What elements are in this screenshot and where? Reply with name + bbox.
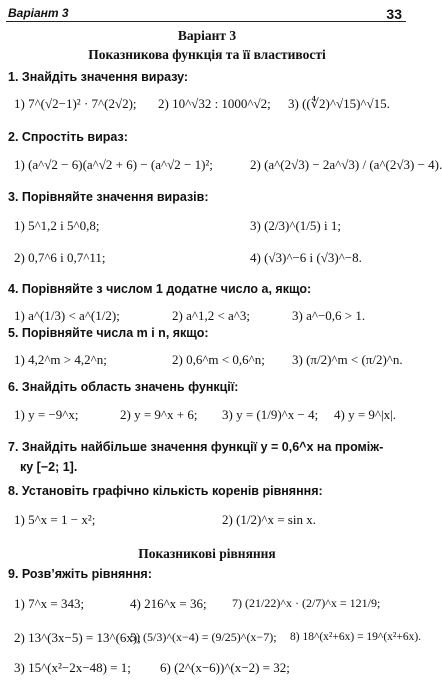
q9-item-5: 5) (5/3)^(x−4) = (9/25)^(x−7); [130,630,277,644]
q9-item-6: 6) (2^(x−6))^(x−2) = 32; [160,660,290,675]
q8-text: 8. Установіть графічно кількість коренів рівняння: [8,484,323,498]
q5-text: 5. Порівняйте числа m і n, якщо: [8,326,209,340]
q8-item-1: 1) 5^x = 1 − x²; [14,512,96,527]
q1-text: 1. Знайдіть значення виразу: [8,70,189,84]
q9-item-7: 7) (21/22)^x · (2/7)^x = 121/9; [232,596,381,610]
q2-item-2: 2) (a^(2√3) − 2a^√3) / (a^(2√3) − 4). [250,157,442,172]
q3-text: 3. Порівняйте значення виразів: [8,190,209,204]
q5-item-2: 2) 0,6^m < 0,6^n; [172,352,265,367]
q5-item-3: 3) (π/2)^m < (π/2)^n. [292,352,403,367]
q6-text: 6. Знайдіть область значень функції: [8,380,239,394]
q9-item-8: 8) 18^(x²+6x) = 19^(x²+6x). [290,631,422,643]
section-title-1: Показникова функція та її властивості [88,47,326,62]
q4-item-1: 1) a^(1/3) < a^(1/2); [14,308,120,323]
q9-text: 9. Розв’яжіть рівняння: [8,567,152,581]
q3-item-2: 2) 0,7^6 і 0,7^11; [14,250,106,265]
q6-item-3: 3) y = (1/9)^x − 4; [222,407,319,422]
q6-item-4: 4) y = 9^|x|. [334,407,396,422]
q3-item-3: 3) (2/3)^(1/5) і 1; [250,218,341,233]
q9-item-1: 1) 7^x = 343; [14,596,85,611]
q6-item-1: 1) y = −9^x; [14,407,79,422]
q2-item-1: 1) (a^√2 − 6)(a^√2 + 6) − (a^√2 − 1)²; [14,157,213,172]
q1-item-3: 3) ((∜2)^√15)^√15. [288,96,390,111]
q6-item-2: 2) y = 9^x + 6; [120,407,198,422]
header-rule [6,21,406,22]
q8-item-2: 2) (1/2)^x = sin x. [222,512,316,527]
q9-item-2: 2) 13^(3x−5) = 13^(6x); [14,630,141,645]
q1-item-1: 1) 7^(√2−1)² · 7^(2√2); [14,96,137,111]
q2-text: 2. Спростіть вираз: [8,130,128,144]
q7-line-1: 7. Знайдіть найбільше значення функції y = 0,6^x на промiж- [8,440,384,454]
q7-line-2: ку [−2; 1]. [20,460,78,474]
q5-item-1: 1) 4,2^m > 4,2^n; [14,352,107,367]
q4-item-3: 3) a^−0,6 > 1. [292,308,366,323]
q3-item-1: 1) 5^1,2 і 5^0,8; [14,218,100,233]
q9-item-3: 3) 15^(x²−2x−48) = 1; [14,660,131,675]
variant-title: Варіант 3 [177,28,237,43]
q1-item-2: 2) 10^√32 : 1000^√2; [158,96,271,111]
q3-item-4: 4) (√3)^−6 і (√3)^−8. [250,250,362,265]
section-title-2: Показникові рівняння [138,546,276,561]
q4-text: 4. Порівняйте з числом 1 додатне число a, якщо: [8,282,312,296]
header-variant: Варіант 3 [8,6,69,20]
page-number: 33 [386,6,402,22]
q4-item-2: 2) a^1,2 < a^3; [172,308,251,323]
q9-item-4: 4) 216^x = 36; [130,596,207,611]
